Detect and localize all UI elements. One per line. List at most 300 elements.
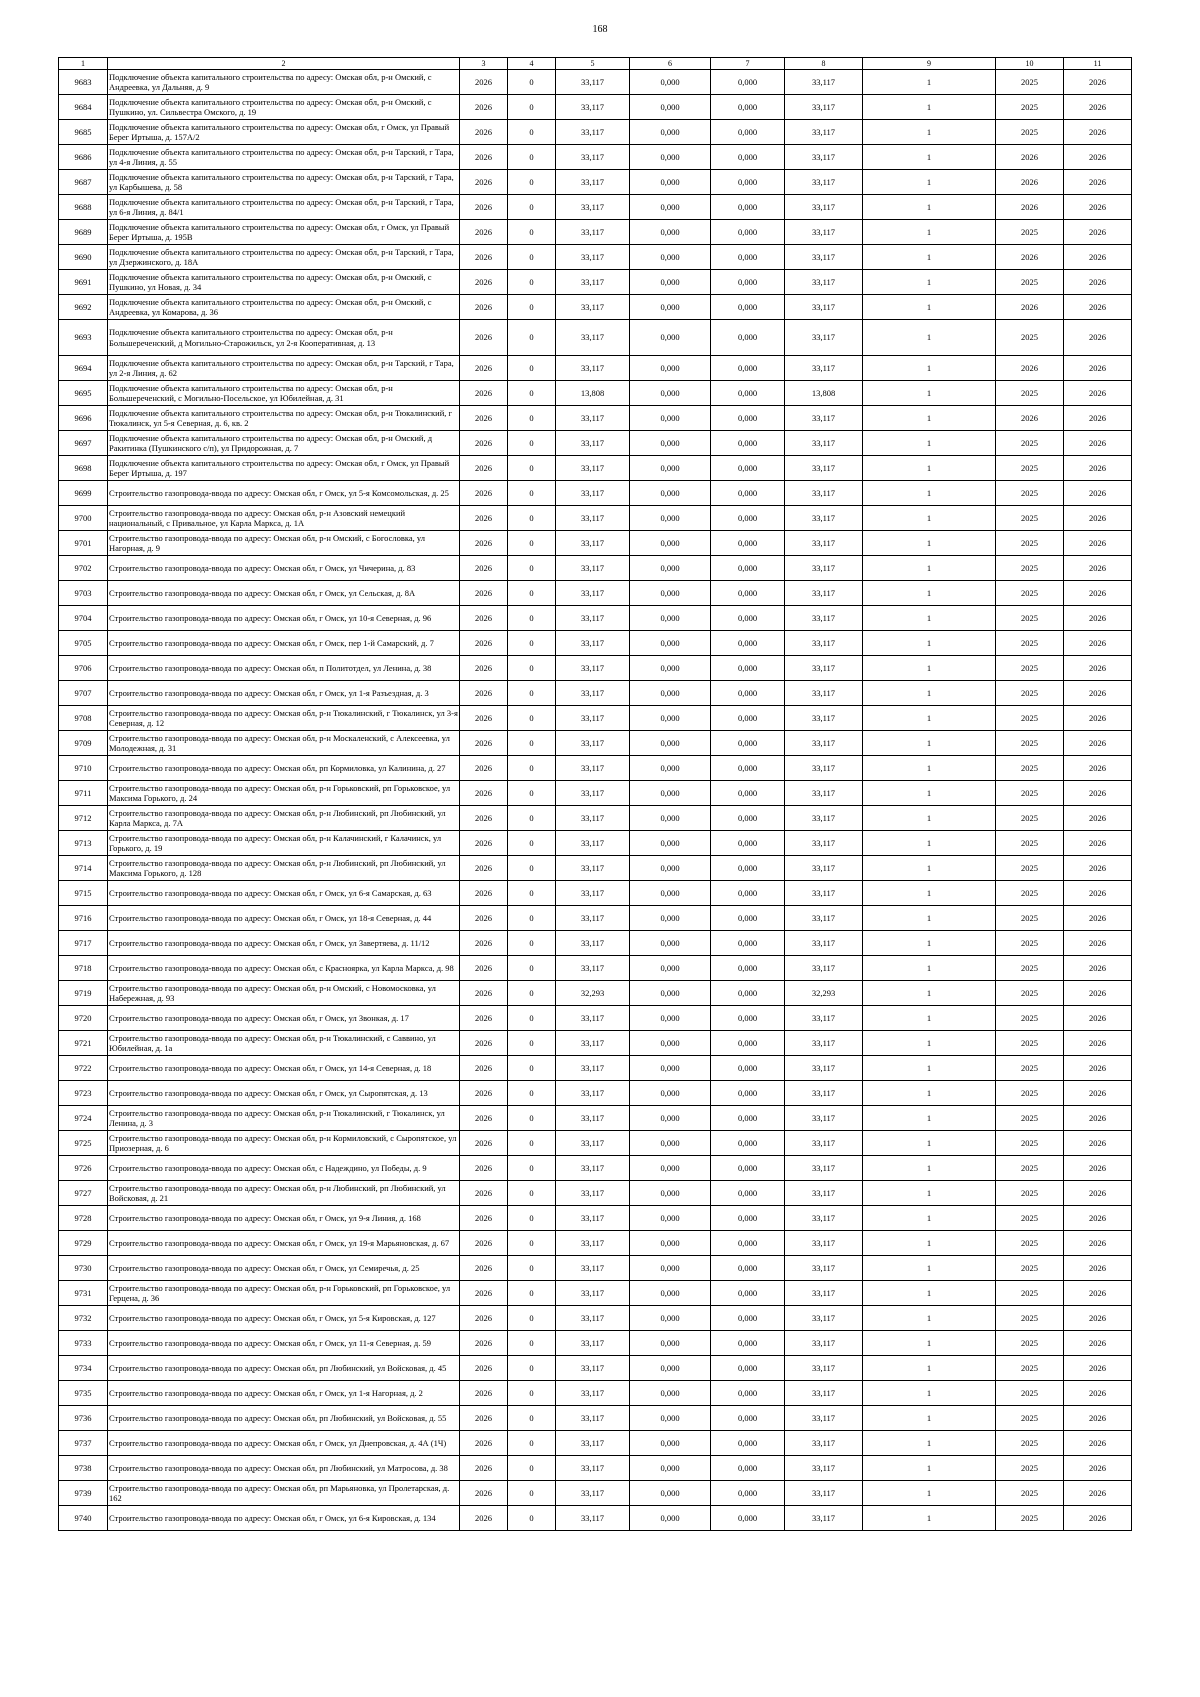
- table-cell: 0: [508, 1406, 556, 1431]
- table-cell: 0,000: [630, 1381, 711, 1406]
- table-cell: 0: [508, 1081, 556, 1106]
- table-cell: 9729: [59, 1231, 108, 1256]
- table-cell: 2025: [996, 606, 1064, 631]
- table-cell: 33,117: [785, 1331, 863, 1356]
- table-cell: 2026: [460, 1056, 508, 1081]
- table-cell: 2026: [460, 406, 508, 431]
- table-cell: 0,000: [630, 220, 711, 245]
- table-cell: 2026: [460, 956, 508, 981]
- table-cell: 0: [508, 1231, 556, 1256]
- table-cell: 2025: [996, 831, 1064, 856]
- table-cell: 0,000: [630, 1506, 711, 1531]
- table-cell: Строительство газопровода-ввода по адресу: Омская обл, р-н Омский, с Богословка, ул Нагорная, д. 9: [108, 531, 460, 556]
- table-cell: 0,000: [630, 731, 711, 756]
- table-row: [59, 981, 1132, 1006]
- table-cell: 2026: [996, 145, 1064, 170]
- table-cell: 33,117: [556, 656, 630, 681]
- table-cell: 33,117: [785, 856, 863, 881]
- table-cell: 33,117: [785, 1206, 863, 1231]
- table-cell: 0: [508, 1106, 556, 1131]
- table-cell: 0,000: [711, 431, 785, 456]
- table-cell: 2026: [1064, 1481, 1132, 1506]
- table-cell: 0,000: [630, 531, 711, 556]
- table-cell: 2026: [1064, 145, 1132, 170]
- table-cell: 2026: [460, 1206, 508, 1231]
- table-cell: 0,000: [711, 831, 785, 856]
- table-cell: 33,117: [556, 431, 630, 456]
- table-cell: 1: [863, 1431, 996, 1456]
- table-cell: 2025: [996, 1206, 1064, 1231]
- table-cell: 0: [508, 1281, 556, 1306]
- table-cell: 0,000: [711, 406, 785, 431]
- table-cell: 2025: [996, 1231, 1064, 1256]
- table-cell: 0,000: [711, 581, 785, 606]
- table-cell: 33,117: [556, 931, 630, 956]
- table-cell: 1: [863, 1106, 996, 1131]
- table-cell: 0,000: [711, 1131, 785, 1156]
- table-row: [59, 731, 1132, 756]
- table-cell: 2026: [460, 120, 508, 145]
- table-cell: Строительство газопровода-ввода по адресу: Омская обл, р-н Тюкалинский, г Тюкалинск, ул 3-я Северная, д. 12: [108, 706, 460, 731]
- table-row: [59, 456, 1132, 481]
- table-cell: 0,000: [711, 606, 785, 631]
- table-cell: 0: [508, 1131, 556, 1156]
- table-cell: 33,117: [556, 481, 630, 506]
- table-cell: 0,000: [630, 831, 711, 856]
- table-cell: 2026: [460, 431, 508, 456]
- table-cell: 9705: [59, 631, 108, 656]
- table-cell: 2025: [996, 270, 1064, 295]
- table-cell: 9692: [59, 295, 108, 320]
- table-cell: 9706: [59, 656, 108, 681]
- table-cell: 9699: [59, 481, 108, 506]
- table-cell: 2026: [1064, 781, 1132, 806]
- table-cell: 0: [508, 1431, 556, 1456]
- table-cell: 0,000: [630, 856, 711, 881]
- table-cell: 33,117: [785, 1156, 863, 1181]
- table-cell: 0: [508, 506, 556, 531]
- table-row: [59, 856, 1132, 881]
- table-cell: 33,117: [556, 631, 630, 656]
- table-cell: 1: [863, 981, 996, 1006]
- table-cell: 0: [508, 481, 556, 506]
- table-cell: 2025: [996, 1106, 1064, 1131]
- table-cell: 1: [863, 1356, 996, 1381]
- table-row: [59, 1331, 1132, 1356]
- table-cell: 33,117: [785, 406, 863, 431]
- table-cell: 2026: [1064, 406, 1132, 431]
- table-cell: 33,117: [556, 145, 630, 170]
- table-cell: 0,000: [630, 1131, 711, 1156]
- table-cell: 0,000: [711, 1206, 785, 1231]
- table-cell: 33,117: [785, 1356, 863, 1381]
- table-cell: 1: [863, 756, 996, 781]
- table-cell: 2025: [996, 731, 1064, 756]
- table-cell: Строительство газопровода-ввода по адресу: Омская обл, рп Марьяновка, ул Пролетарская, д. 162: [108, 1481, 460, 1506]
- table-cell: 2025: [996, 95, 1064, 120]
- table-cell: 2026: [460, 581, 508, 606]
- table-cell: 33,117: [556, 195, 630, 220]
- table-cell: 2026: [460, 1481, 508, 1506]
- table-cell: 0,000: [630, 1056, 711, 1081]
- table-cell: 2026: [1064, 356, 1132, 381]
- table-cell: 13,808: [556, 381, 630, 406]
- table-cell: 1: [863, 1231, 996, 1256]
- table-cell: 0,000: [711, 931, 785, 956]
- table-cell: 0,000: [711, 1156, 785, 1181]
- table-cell: 0: [508, 320, 556, 356]
- table-cell: 1: [863, 145, 996, 170]
- table-cell: 1: [863, 531, 996, 556]
- table-cell: 0,000: [711, 356, 785, 381]
- table-cell: Строительство газопровода-ввода по адресу: Омская обл, г Омск, ул Сыропятская, д. 13: [108, 1081, 460, 1106]
- data-table: [58, 57, 1132, 1531]
- table-row: [59, 431, 1132, 456]
- table-cell: 9687: [59, 170, 108, 195]
- table-cell: 0,000: [711, 1481, 785, 1506]
- table-cell: 0: [508, 1481, 556, 1506]
- table-cell: 1: [863, 856, 996, 881]
- table-cell: 0: [508, 631, 556, 656]
- table-cell: 2026: [460, 531, 508, 556]
- table-row: [59, 881, 1132, 906]
- table-cell: 0,000: [630, 956, 711, 981]
- table-cell: 0: [508, 581, 556, 606]
- table-cell: 0,000: [711, 220, 785, 245]
- table-cell: 2026: [460, 1131, 508, 1156]
- table-cell: 0: [508, 1181, 556, 1206]
- table-row: [59, 1181, 1132, 1206]
- table-cell: 33,117: [556, 731, 630, 756]
- table-row: [59, 170, 1132, 195]
- table-cell: 0,000: [711, 245, 785, 270]
- table-cell: 9702: [59, 556, 108, 581]
- table-cell: Подключение объекта капитального строительства по адресу: Омская обл, р-н Тарский, г Тара, ул Дзержинского, д. 18А: [108, 245, 460, 270]
- table-cell: 2026: [1064, 806, 1132, 831]
- table-cell: 2025: [996, 1331, 1064, 1356]
- table-row: [59, 956, 1132, 981]
- table-row: [59, 1306, 1132, 1331]
- table-cell: 2026: [1064, 1031, 1132, 1056]
- table-cell: 1: [863, 70, 996, 95]
- table-cell: 0,000: [630, 581, 711, 606]
- table-cell: 0,000: [711, 1056, 785, 1081]
- table-cell: 2026: [460, 881, 508, 906]
- table-cell: 33,117: [556, 1056, 630, 1081]
- table-cell: 33,117: [785, 581, 863, 606]
- table-cell: 33,117: [785, 1431, 863, 1456]
- table-cell: 9695: [59, 381, 108, 406]
- table-cell: 2026: [1064, 1506, 1132, 1531]
- table-cell: 1: [863, 481, 996, 506]
- table-cell: 9716: [59, 906, 108, 931]
- table-cell: 0,000: [630, 320, 711, 356]
- table-body: [59, 58, 1132, 1531]
- table-cell: 33,117: [785, 706, 863, 731]
- table-cell: 0: [508, 831, 556, 856]
- table-cell: 0: [508, 881, 556, 906]
- table-cell: 33,117: [785, 1131, 863, 1156]
- table-cell: Строительство газопровода-ввода по адресу: Омская обл, г Омск, ул 19-я Марьяновская, д. 67: [108, 1231, 460, 1256]
- table-cell: 9713: [59, 831, 108, 856]
- table-cell: 33,117: [556, 456, 630, 481]
- table-cell: 2026: [1064, 1081, 1132, 1106]
- table-cell: Строительство газопровода-ввода по адресу: Омская обл, г Омск, ул Сельская, д. 8А: [108, 581, 460, 606]
- table-cell: 1: [863, 956, 996, 981]
- table-cell: Строительство газопровода-ввода по адресу: Омская обл, рп Любинский, ул Матросова, д. 38: [108, 1456, 460, 1481]
- table-cell: 33,117: [556, 1456, 630, 1481]
- table-cell: Подключение объекта капитального строительства по адресу: Омская обл, р-н Большереченский, с Могильно-Посельское, ул Юбилейная, д. 31: [108, 381, 460, 406]
- table-cell: 2026: [1064, 481, 1132, 506]
- table-cell: 2026: [1064, 1381, 1132, 1406]
- table-cell: 33,117: [556, 806, 630, 831]
- table-cell: 2026: [460, 506, 508, 531]
- table-cell: 33,117: [556, 1431, 630, 1456]
- table-cell: 0,000: [630, 706, 711, 731]
- table-cell: 2026: [1064, 70, 1132, 95]
- table-cell: 2025: [996, 320, 1064, 356]
- table-cell: 9735: [59, 1381, 108, 1406]
- table-cell: Подключение объекта капитального строительства по адресу: Омская обл, р-н Омский, д Ракитинка (Пушкинского с/п), ул Придорожная, д. 7: [108, 431, 460, 456]
- table-cell: 2026: [1064, 120, 1132, 145]
- table-cell: 0,000: [630, 681, 711, 706]
- table-cell: 2026: [996, 406, 1064, 431]
- table-cell: 0,000: [630, 1456, 711, 1481]
- table-cell: 2026: [460, 381, 508, 406]
- table-cell: 1: [863, 295, 996, 320]
- table-cell: Строительство газопровода-ввода по адресу: Омская обл, г Омск, пер 1-й Самарский, д. 7: [108, 631, 460, 656]
- table-row: [59, 270, 1132, 295]
- table-cell: 1: [863, 1181, 996, 1206]
- table-cell: 2026: [460, 1156, 508, 1181]
- table-cell: 33,117: [556, 95, 630, 120]
- table-cell: 2025: [996, 1431, 1064, 1456]
- table-cell: 2026: [460, 170, 508, 195]
- table-cell: 1: [863, 681, 996, 706]
- table-cell: 2026: [1064, 506, 1132, 531]
- table-cell: 33,117: [785, 145, 863, 170]
- table-cell: 0,000: [711, 1281, 785, 1306]
- table-cell: 33,117: [785, 356, 863, 381]
- table-cell: 33,117: [785, 681, 863, 706]
- table-cell: 0: [508, 806, 556, 831]
- table-cell: 9736: [59, 1406, 108, 1431]
- table-cell: 0,000: [711, 120, 785, 145]
- table-row: [59, 1031, 1132, 1056]
- table-cell: 2025: [996, 1481, 1064, 1506]
- table-row: [59, 831, 1132, 856]
- table-cell: 2026: [460, 1356, 508, 1381]
- table-cell: 2025: [996, 756, 1064, 781]
- table-row: [59, 481, 1132, 506]
- table-cell: Строительство газопровода-ввода по адресу: Омская обл, с Красноярка, ул Карла Маркса, д. 98: [108, 956, 460, 981]
- table-cell: Подключение объекта капитального строительства по адресу: Омская обл, р-н Тюкалинский, г Тюкалинск, ул 5-я Северная, д. 6, кв. 2: [108, 406, 460, 431]
- table-row: [59, 1406, 1132, 1431]
- table-cell: 9720: [59, 1006, 108, 1031]
- table-cell: 33,117: [556, 170, 630, 195]
- table-cell: 2026: [460, 1381, 508, 1406]
- table-cell: 9737: [59, 1431, 108, 1456]
- table-cell: 0,000: [711, 656, 785, 681]
- table-cell: 0,000: [711, 1306, 785, 1331]
- table-cell: 2026: [1064, 195, 1132, 220]
- table-cell: 0: [508, 1306, 556, 1331]
- table-cell: 2026: [460, 1456, 508, 1481]
- table-cell: 0,000: [630, 806, 711, 831]
- column-header: 3: [460, 58, 508, 70]
- table-row: [59, 631, 1132, 656]
- table-cell: 2026: [1064, 831, 1132, 856]
- table-cell: Подключение объекта капитального строительства по адресу: Омская обл, г Омск, ул Правый Берег Иртыша, д. 197: [108, 456, 460, 481]
- table-cell: 2025: [996, 556, 1064, 581]
- table-cell: 2026: [460, 1181, 508, 1206]
- table-cell: Строительство газопровода-ввода по адресу: Омская обл, с Надеждино, ул Победы, д. 9: [108, 1156, 460, 1181]
- table-row: [59, 195, 1132, 220]
- table-cell: 2025: [996, 806, 1064, 831]
- table-cell: 33,117: [785, 806, 863, 831]
- table-cell: 33,117: [785, 1231, 863, 1256]
- table-cell: 0,000: [711, 756, 785, 781]
- table-cell: 1: [863, 781, 996, 806]
- table-cell: 0,000: [630, 1306, 711, 1331]
- table-cell: 33,117: [785, 170, 863, 195]
- table-cell: 33,117: [556, 1306, 630, 1331]
- table-cell: 2025: [996, 1181, 1064, 1206]
- table-cell: 2026: [1064, 631, 1132, 656]
- table-cell: 1: [863, 656, 996, 681]
- table-cell: 0: [508, 145, 556, 170]
- table-cell: 0,000: [630, 1406, 711, 1431]
- table-cell: Строительство газопровода-ввода по адресу: Омская обл, г Омск, ул Завертяева, д. 11/12: [108, 931, 460, 956]
- table-cell: 33,117: [785, 656, 863, 681]
- table-cell: 0,000: [711, 481, 785, 506]
- table-cell: 0,000: [711, 1256, 785, 1281]
- table-cell: 0,000: [711, 456, 785, 481]
- table-cell: 13,808: [785, 381, 863, 406]
- table-cell: 2026: [460, 731, 508, 756]
- table-cell: 1: [863, 1031, 996, 1056]
- table-row: [59, 1256, 1132, 1281]
- table-cell: 1: [863, 931, 996, 956]
- table-cell: 9721: [59, 1031, 108, 1056]
- table-cell: 2026: [460, 1331, 508, 1356]
- table-cell: Подключение объекта капитального строительства по адресу: Омская обл, р-н Омский, с Андреевка, ул Дальняя, д. 9: [108, 70, 460, 95]
- table-cell: Подключение объекта капитального строительства по адресу: Омская обл, р-н Омский, с Пушкино, ул. Сильвестра Омского, д. 19: [108, 95, 460, 120]
- table-cell: 33,117: [556, 756, 630, 781]
- table-cell: 33,117: [785, 120, 863, 145]
- table-cell: 2026: [1064, 1156, 1132, 1181]
- table-cell: 1: [863, 270, 996, 295]
- table-cell: 33,117: [785, 295, 863, 320]
- table-cell: 2025: [996, 1081, 1064, 1106]
- table-cell: 1: [863, 1206, 996, 1231]
- table-cell: 2026: [460, 706, 508, 731]
- table-cell: 0,000: [630, 1331, 711, 1356]
- table-cell: 33,117: [785, 531, 863, 556]
- table-cell: 33,117: [556, 831, 630, 856]
- table-cell: 9731: [59, 1281, 108, 1306]
- table-cell: 2026: [460, 1106, 508, 1131]
- table-cell: 33,117: [785, 881, 863, 906]
- table-cell: 2026: [996, 356, 1064, 381]
- table-cell: Подключение объекта капитального строительства по адресу: Омская обл, р-н Тарский, г Тара, ул 2-я Линия, д. 62: [108, 356, 460, 381]
- table-cell: 0: [508, 1006, 556, 1031]
- table-cell: 2026: [1064, 1331, 1132, 1356]
- table-cell: 9683: [59, 70, 108, 95]
- table-cell: Строительство газопровода-ввода по адресу: Омская обл, р-н Азовский немецкий национальный, с Привальное, ул Карла Маркса, д. 1А: [108, 506, 460, 531]
- table-cell: 33,117: [556, 70, 630, 95]
- table-cell: 2025: [996, 706, 1064, 731]
- table-cell: 0,000: [711, 320, 785, 356]
- table-cell: Строительство газопровода-ввода по адресу: Омская обл, р-н Любинский, рп Любинский, ул Максима Горького, д. 128: [108, 856, 460, 881]
- table-cell: 2025: [996, 1381, 1064, 1406]
- table-cell: 0: [508, 220, 556, 245]
- table-cell: Строительство газопровода-ввода по адресу: Омская обл, г Омск, ул Семиречья, д. 25: [108, 1256, 460, 1281]
- table-cell: 2025: [996, 1281, 1064, 1306]
- table-cell: 9723: [59, 1081, 108, 1106]
- table-cell: 2026: [1064, 220, 1132, 245]
- table-cell: Строительство газопровода-ввода по адресу: Омская обл, р-н Горьковский, рп Горьковское, ул Герцена, д. 36: [108, 1281, 460, 1306]
- table-cell: 1: [863, 1156, 996, 1181]
- table-cell: Строительство газопровода-ввода по адресу: Омская обл, р-н Любинский, рп Любинский, ул Карла Маркса, д. 7А: [108, 806, 460, 831]
- table-cell: 33,117: [785, 956, 863, 981]
- table-cell: 33,117: [785, 1256, 863, 1281]
- table-cell: 1: [863, 120, 996, 145]
- table-cell: 33,117: [785, 1106, 863, 1131]
- table-cell: 0,000: [630, 881, 711, 906]
- table-row: [59, 406, 1132, 431]
- table-cell: 33,117: [785, 1181, 863, 1206]
- table-cell: Строительство газопровода-ввода по адресу: Омская обл, г Омск, ул 5-я Комсомольская, д. 25: [108, 481, 460, 506]
- table-cell: 0,000: [711, 706, 785, 731]
- table-cell: 33,117: [785, 831, 863, 856]
- table-cell: 2025: [996, 656, 1064, 681]
- table-cell: 0: [508, 456, 556, 481]
- table-cell: 33,117: [785, 556, 863, 581]
- table-cell: 9726: [59, 1156, 108, 1181]
- table-cell: 0,000: [711, 1431, 785, 1456]
- table-cell: 33,117: [556, 295, 630, 320]
- table-cell: 0,000: [630, 756, 711, 781]
- table-cell: 0,000: [711, 1331, 785, 1356]
- table-cell: 1: [863, 581, 996, 606]
- table-cell: 0,000: [630, 456, 711, 481]
- table-cell: 33,117: [556, 1131, 630, 1156]
- table-cell: 9711: [59, 781, 108, 806]
- table-row: [59, 1381, 1132, 1406]
- table-row: [59, 1456, 1132, 1481]
- table-cell: 0,000: [630, 245, 711, 270]
- table-cell: 0,000: [711, 506, 785, 531]
- table-cell: 1: [863, 1331, 996, 1356]
- table-cell: Подключение объекта капитального строительства по адресу: Омская обл, р-н Тарский, г Тара, ул 4-я Линия, д. 55: [108, 145, 460, 170]
- table-cell: 2026: [1064, 245, 1132, 270]
- table-cell: 33,117: [785, 731, 863, 756]
- table-cell: 0,000: [711, 195, 785, 220]
- table-cell: 9733: [59, 1331, 108, 1356]
- table-cell: 1: [863, 806, 996, 831]
- table-cell: 33,117: [556, 1106, 630, 1131]
- table-cell: 0,000: [630, 1206, 711, 1231]
- table-cell: 2026: [1064, 981, 1132, 1006]
- table-row: [59, 356, 1132, 381]
- table-cell: 33,117: [556, 1031, 630, 1056]
- table-cell: 33,117: [556, 120, 630, 145]
- table-cell: 9700: [59, 506, 108, 531]
- table-cell: 33,117: [556, 356, 630, 381]
- table-cell: 9708: [59, 706, 108, 731]
- table-cell: 2026: [460, 656, 508, 681]
